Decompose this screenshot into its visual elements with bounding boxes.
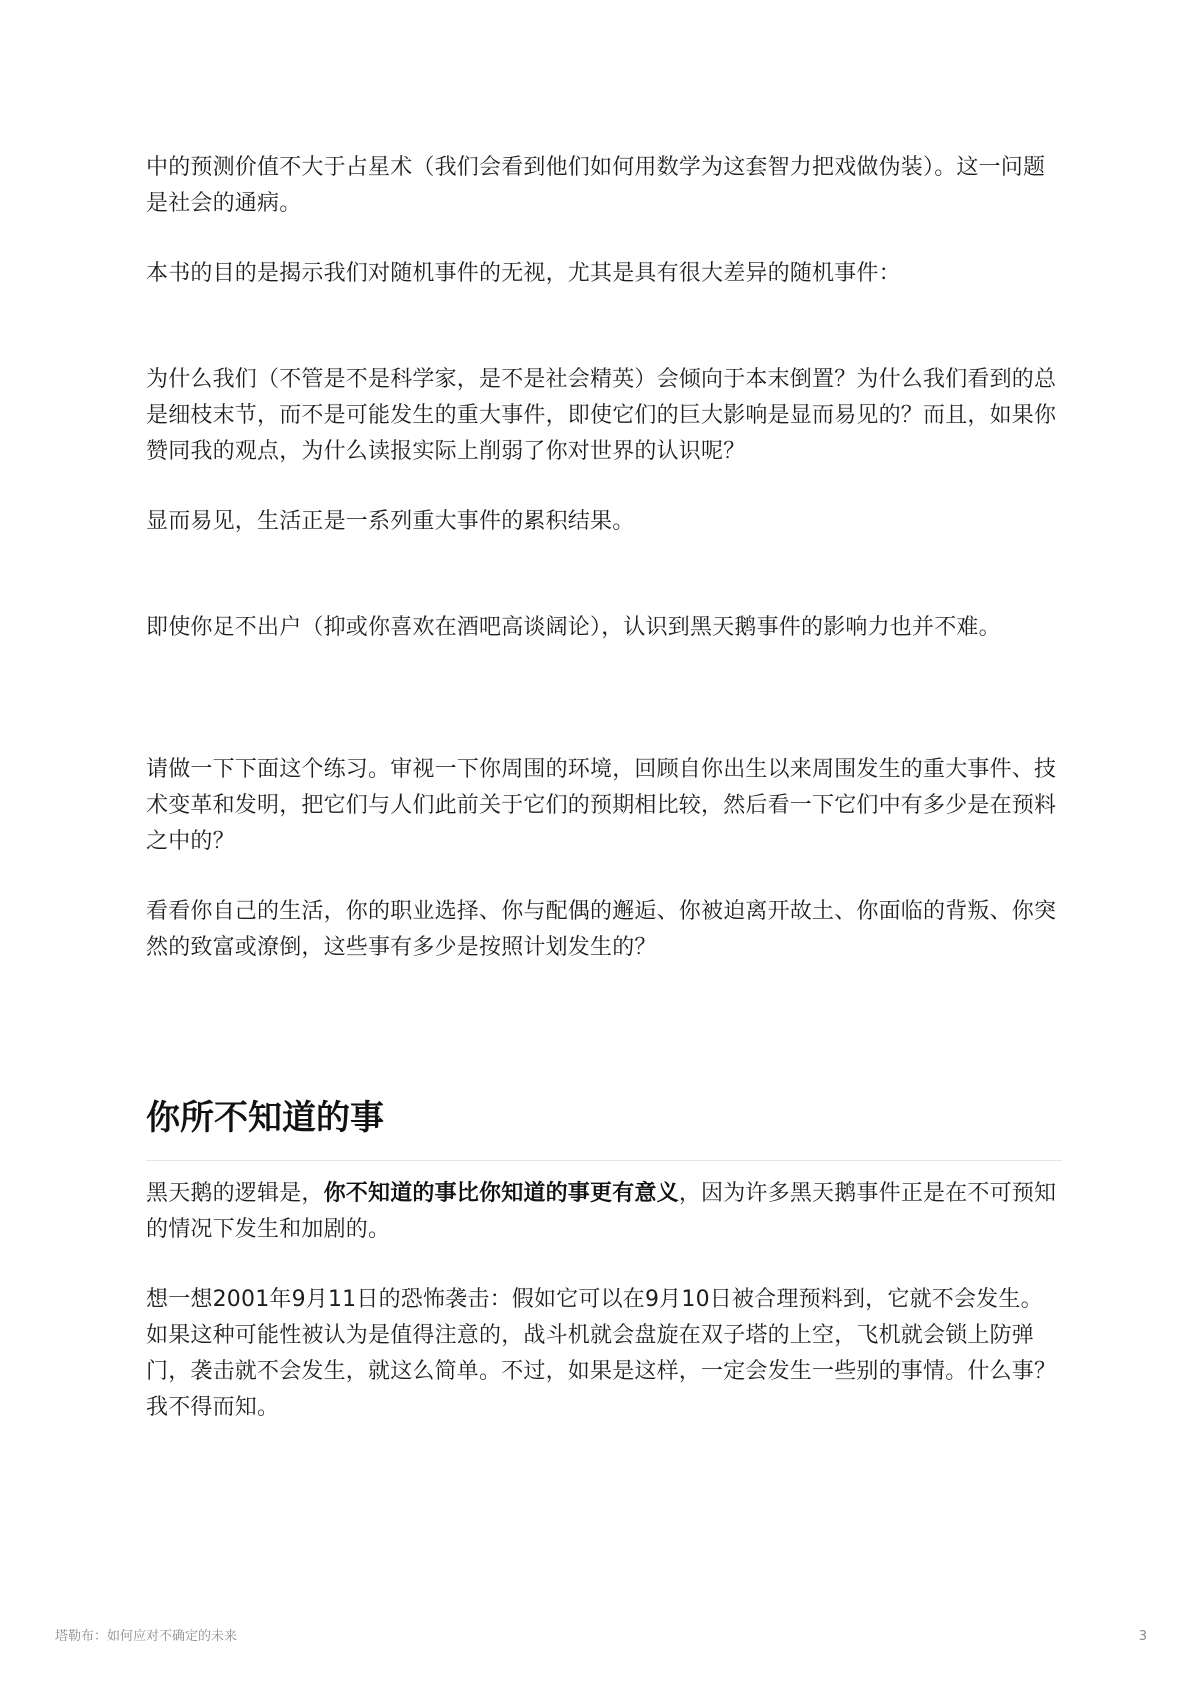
paragraph-7: 看看你自己的生活，你的职业选择、你与配偶的邂逅、你被迫离开故土、你面临的背叛、你突然的致富或潦倒，这些事有多少是按照计划发生的？ — [146, 899, 1057, 960]
intro-emphasis: 你不知道的事比你知道的事更有意义 — [323, 1181, 679, 1206]
intro-prefix: 黑天鹅的逻辑是， — [146, 1181, 324, 1206]
intro-suffix: ，因为许多黑天鹅事件正是在不可预知的情况下发生和加剧的。 — [146, 1181, 1057, 1242]
section-heading: 你所不知道的事 — [146, 1098, 384, 1138]
section-paragraph-2: 想一想2001年9月11日的恐怖袭击：假如它可以在9月10日被合理预料到，它就不会发生。如果这种可能性被认为是值得注意的，战斗机就会盘旋在双子塔的上空，飞机就会锁上防弹门，袭击就不会发生，就这么简单。不过，如果是这样，一定会发生一些别的事情。什么事？我不得而知。 — [146, 1287, 1057, 1420]
section-intro-paragraph — [146, 1176, 1062, 1248]
footer-book-title: 塔勒布：如何应对不确定的未来 — [55, 1629, 238, 1644]
paragraph-1: 中的预测价值不大于占星术（我们会看到他们如何用数学为这套智力把戏做伪装）。这一问题是社会的通病。 — [146, 155, 1046, 216]
paragraph-6: 请做一下下面这个练习。审视一下你周围的环境，回顾自你出生以来周围发生的重大事件、技术变革和发明，把它们与人们此前关于它们的预期相比较，然后看一下它们中有多少是在预料之中的？ — [146, 757, 1057, 854]
paragraph-5: 即使你足不出户（抑或你喜欢在酒吧高谈阔论），认识到黑天鹅事件的影响力也并不难。 — [146, 615, 1001, 640]
paragraph-2: 本书的目的是揭示我们对随机事件的无视，尤其是具有很大差异的随机事件： — [146, 261, 901, 286]
page-number: 3 — [1138, 1629, 1147, 1644]
paragraph-4: 显而易见，生活正是一系列重大事件的累积结果。 — [146, 509, 635, 534]
heading-divider — [146, 1160, 1062, 1161]
paragraph-3: 为什么我们（不管是不是科学家，是不是社会精英）会倾向于本末倒置？为什么我们看到的总是细枝末节，而不是可能发生的重大事件，即使它们的巨大影响是显而易见的？而且，如果你赞同我的观点，为什么读报实际上削弱了你对世界的认识呢？ — [146, 367, 1057, 464]
